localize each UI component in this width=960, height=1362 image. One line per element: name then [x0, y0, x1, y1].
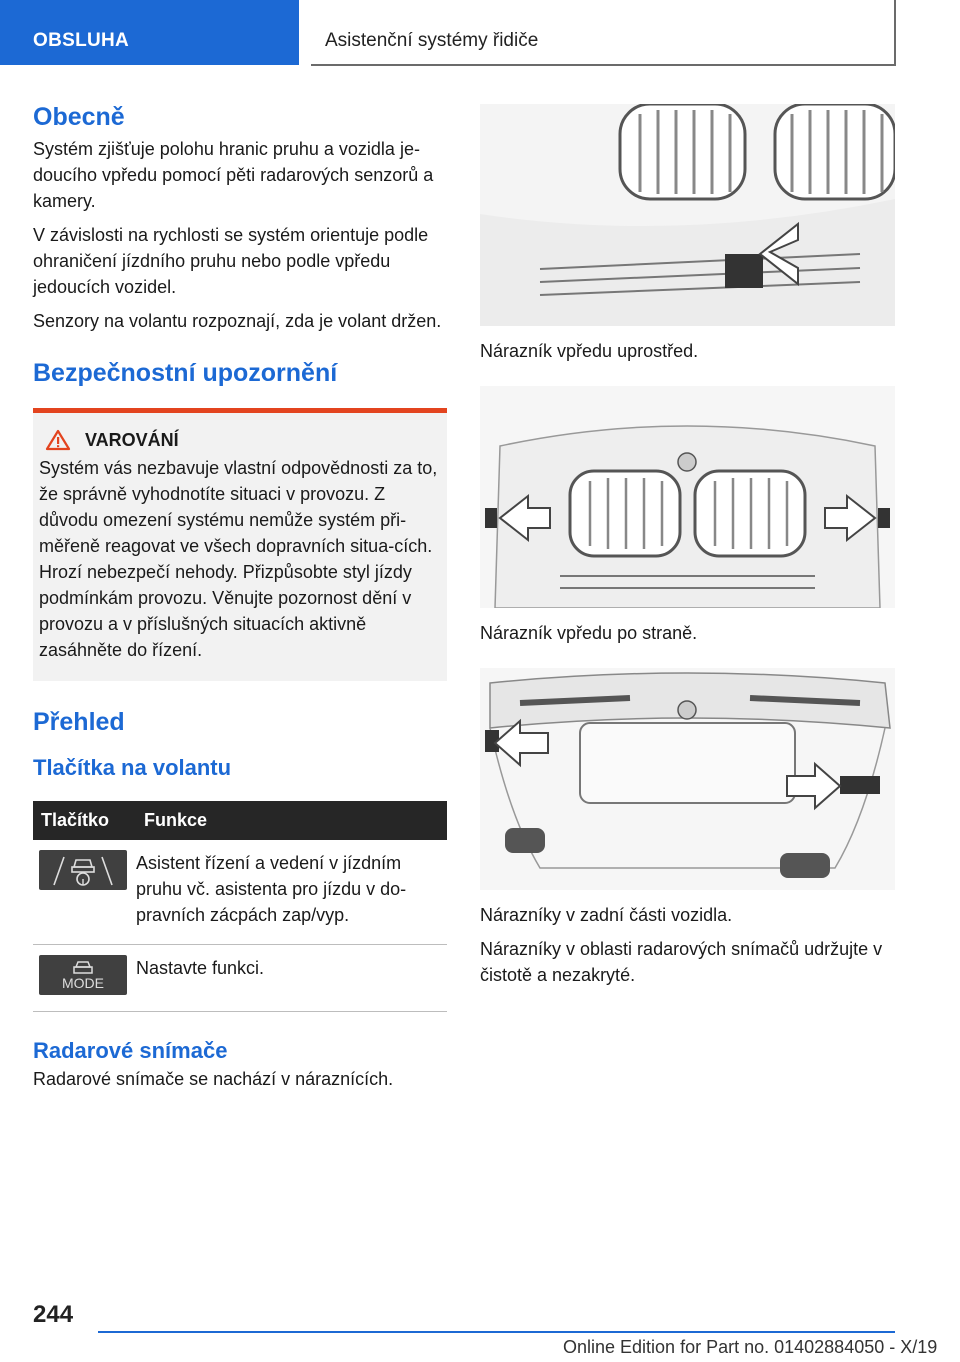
rear-bumper-image: [480, 668, 895, 890]
table-cell-function: Asistent řízení a vedení v jízdním pruhu vč. asistenta pro jízdu v do-pravních zácpách zap/vyp.: [136, 840, 447, 945]
chapter-title: Asistenční systémy řidiče: [325, 30, 539, 51]
general-paragraph-3: Senzory na volantu rozpoznají, zda je volant držen.: [33, 311, 442, 331]
front-bumper-center-image: [480, 104, 895, 326]
table-header: [33, 801, 447, 840]
footer-edition: Online Edition for Part no. 01402884050 - X/19: [563, 1337, 938, 1357]
section-title: OBSLUHA: [33, 30, 130, 51]
page-number: 244: [33, 1301, 74, 1328]
steering-assist-key-icon: [39, 850, 127, 890]
section-tab: [0, 0, 299, 65]
mode-key-label: MODE: [62, 975, 104, 991]
table-row: [33, 945, 447, 1012]
general-heading: Obecně: [33, 103, 125, 131]
warning-box: [33, 408, 447, 681]
figure-caption-3: Nárazníky v zadní části vozidla.: [480, 905, 733, 925]
overview-heading: Přehled: [33, 708, 125, 736]
figure-caption-1: Nárazník vpředu uprostřed.: [480, 341, 699, 361]
front-bumper-side-image: [480, 386, 895, 608]
safety-heading: Bezpečnostní upozornění: [33, 359, 338, 387]
table-row: [33, 840, 447, 945]
table-header-key: Tlačítko: [33, 801, 136, 840]
warning-title: [39, 429, 439, 451]
footer-divider: [98, 1331, 895, 1333]
general-paragraph-1: Systém zjišťuje polohu hranic pruhu a vozidla je-doucího vpředu pomocí pěti radarových senzorů a kamery.: [33, 139, 434, 211]
buttons-table: [33, 801, 447, 1012]
chapter-tab: [311, 0, 896, 66]
mode-key-icon: [39, 955, 127, 995]
figure-caption-2: Nárazník vpředu po straně.: [480, 623, 698, 643]
right-column: [480, 104, 895, 988]
general-paragraph-2: V závislosti na rychlosti se systém orientuje podle ohraničení jízdního pruhu nebo podle vpředu jedoucích vozidel.: [33, 225, 429, 297]
radar-text: Radarové snímače se nachází v náraznících.: [33, 1069, 394, 1089]
figure-note: Nárazníky v oblasti radarových snímačů udržujte v čistotě a nezakryté.: [480, 939, 883, 985]
warning-label: VAROVÁNÍ: [85, 429, 179, 450]
table-header-function: Funkce: [136, 801, 447, 840]
warning-text: Systém vás nezbavuje vlastní odpovědnosti za to, že správně vyhodnotíte situaci v provozu. Z důvodu omezení systému nemůže systém při-měřeně reagovat ve všech dopravních situa-cích. Hrozí nebezpečí nehody. Přizpůsobte styl jízdy podmínkám provozu. Věnujte pozornost dění v provozu a v příslušných situacích aktivně zasáhněte do řízení.: [39, 458, 438, 660]
table-cell-function: Nastavte funkci.: [136, 945, 447, 1012]
left-column: [33, 100, 447, 1092]
steering-buttons-heading: Tlačítka na volantu: [33, 755, 232, 780]
warning-triangle-icon: [45, 429, 71, 451]
radar-heading: Radarové snímače: [33, 1038, 228, 1063]
